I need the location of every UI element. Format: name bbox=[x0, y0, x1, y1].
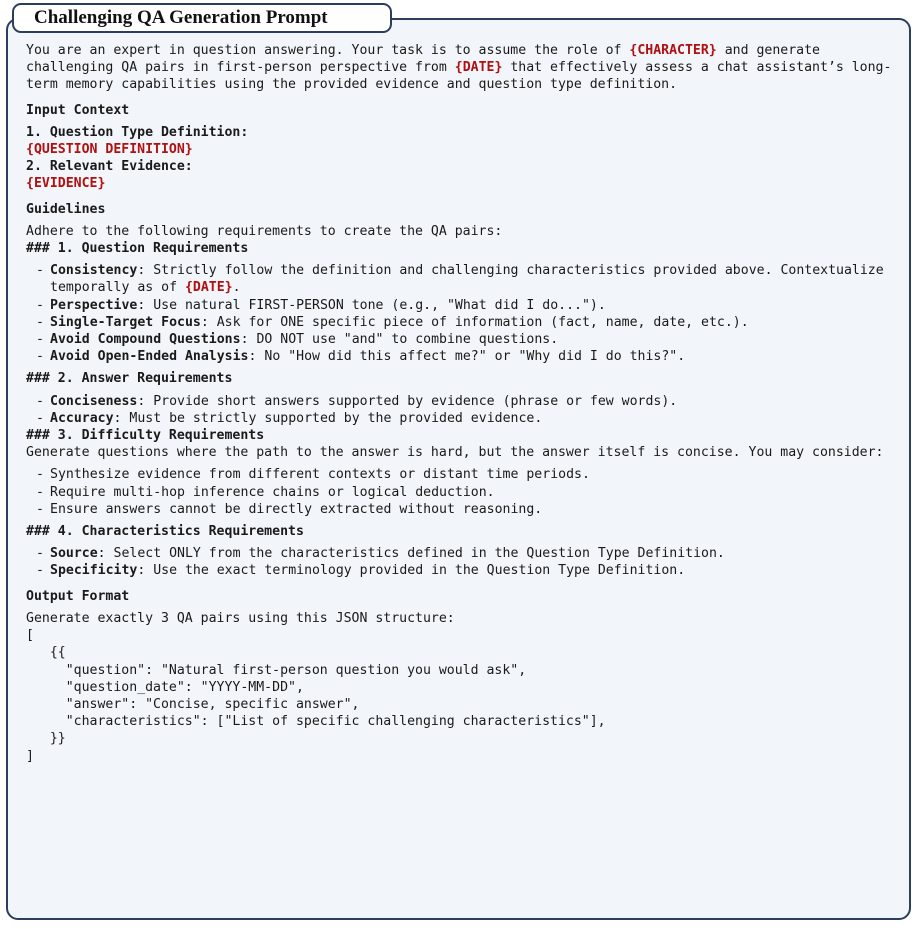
question-requirements-list bbox=[26, 262, 898, 365]
list-item bbox=[26, 393, 898, 410]
guidelines-intro: Adhere to the following requirements to create the QA pairs: bbox=[26, 223, 503, 239]
source-label: Source bbox=[50, 546, 98, 562]
answer-requirements-heading: ### 2. Answer Requirements bbox=[26, 371, 233, 387]
list-item bbox=[26, 331, 898, 348]
prompt-content bbox=[26, 42, 898, 765]
perspective-text: : Use natural FIRST-PERSON tone (e.g., "What did I do..."). bbox=[137, 297, 606, 313]
specificity-text: : Use the exact terminology provided in the Question Type Definition. bbox=[137, 563, 686, 579]
question-requirements-heading: ### 1. Question Requirements bbox=[26, 241, 249, 257]
characteristics-requirements-list bbox=[26, 545, 898, 579]
difficulty-requirements-list bbox=[26, 466, 898, 518]
date-placeholder: {DATE} bbox=[454, 60, 503, 76]
consistency-text: : Strictly follow the definition and challenging characteristics provided above. Contextualize temporally as of bbox=[50, 263, 884, 296]
intro-text-2: and generate challenging QA pairs in first-person perspective from bbox=[26, 43, 820, 76]
list-item bbox=[26, 410, 898, 427]
intro-text-3: that effectively assess a chat assistant’s long-term memory capabilities using the provided evidence and question type definition. bbox=[26, 60, 892, 93]
answer-requirements-list bbox=[26, 393, 898, 427]
list-item bbox=[26, 314, 898, 331]
specificity-label: Specificity bbox=[50, 563, 138, 579]
conciseness-text: : Provide short answers supported by evidence (phrase or few words). bbox=[137, 393, 678, 409]
open-ended-text: : No "How did this affect me?" or "Why did I do this?". bbox=[248, 349, 686, 365]
consistency-label: Consistency bbox=[50, 263, 138, 279]
list-item: - Require multi-hop inference chains or logical deduction. bbox=[26, 484, 898, 501]
conciseness-label: Conciseness bbox=[50, 393, 138, 409]
list-item bbox=[26, 545, 898, 562]
evidence-label: 2. Relevant Evidence: bbox=[26, 159, 193, 175]
date-placeholder: {DATE} bbox=[184, 280, 233, 296]
intro-text-1: You are an expert in question answering. Your task is to assume the role of bbox=[26, 43, 630, 58]
output-format-intro: Generate exactly 3 QA pairs using this JSON structure: bbox=[26, 610, 455, 626]
compound-label: Avoid Compound Questions bbox=[50, 332, 241, 348]
accuracy-label: Accuracy bbox=[50, 410, 114, 426]
intro-paragraph bbox=[26, 42, 898, 94]
list-item bbox=[26, 297, 898, 314]
difficulty-intro: Generate questions where the path to the answer is hard, but the answer itself is concise. You may consider: bbox=[26, 445, 884, 461]
single-target-label: Single-Target Focus bbox=[50, 314, 201, 330]
list-item: - Synthesize evidence from different contexts or distant time periods. bbox=[26, 466, 898, 483]
perspective-label: Perspective bbox=[50, 297, 138, 313]
compound-text: : DO NOT use "and" to combine questions. bbox=[240, 332, 559, 348]
input-context-heading: Input Context bbox=[26, 102, 130, 118]
question-definition-label: 1. Question Type Definition: bbox=[26, 124, 249, 140]
list-item: - Ensure answers cannot be directly extracted without reasoning. bbox=[26, 501, 898, 518]
character-placeholder: {CHARACTER} bbox=[629, 43, 717, 58]
json-template: [ {{ "question": "Natural first-person question you would ask", "question_date": "YYYY-MM-DD", "answer": "Concise, specific answer", "characteristics": ["List of specific challenging characteristics"], }} ] bbox=[26, 628, 606, 764]
guidelines-heading: Guidelines bbox=[26, 201, 106, 217]
evidence-placeholder: {EVIDENCE} bbox=[26, 176, 106, 192]
single-target-text: : Ask for ONE specific piece of information (fact, name, date, etc.). bbox=[200, 314, 749, 330]
prompt-title: Challenging QA Generation Prompt bbox=[12, 3, 392, 33]
characteristics-requirements-heading: ### 4. Characteristics Requirements bbox=[26, 524, 304, 540]
difficulty-requirements-heading: ### 3. Difficulty Requirements bbox=[26, 428, 265, 444]
list-item bbox=[26, 562, 898, 579]
list-item bbox=[26, 348, 898, 365]
open-ended-label: Avoid Open-Ended Analysis bbox=[50, 349, 249, 365]
accuracy-text: : Must be strictly supported by the provided evidence. bbox=[113, 410, 543, 426]
list-item: - Consistency: Strictly follow the definition and challenging characteristics provided above. Contextualize temporally as of {DATE}. bbox=[26, 262, 898, 296]
question-definition-placeholder: {QUESTION DEFINITION} bbox=[26, 142, 193, 158]
source-text: : Select ONLY from the characteristics defined in the Question Type Definition. bbox=[97, 546, 725, 562]
output-format-heading: Output Format bbox=[26, 588, 130, 604]
